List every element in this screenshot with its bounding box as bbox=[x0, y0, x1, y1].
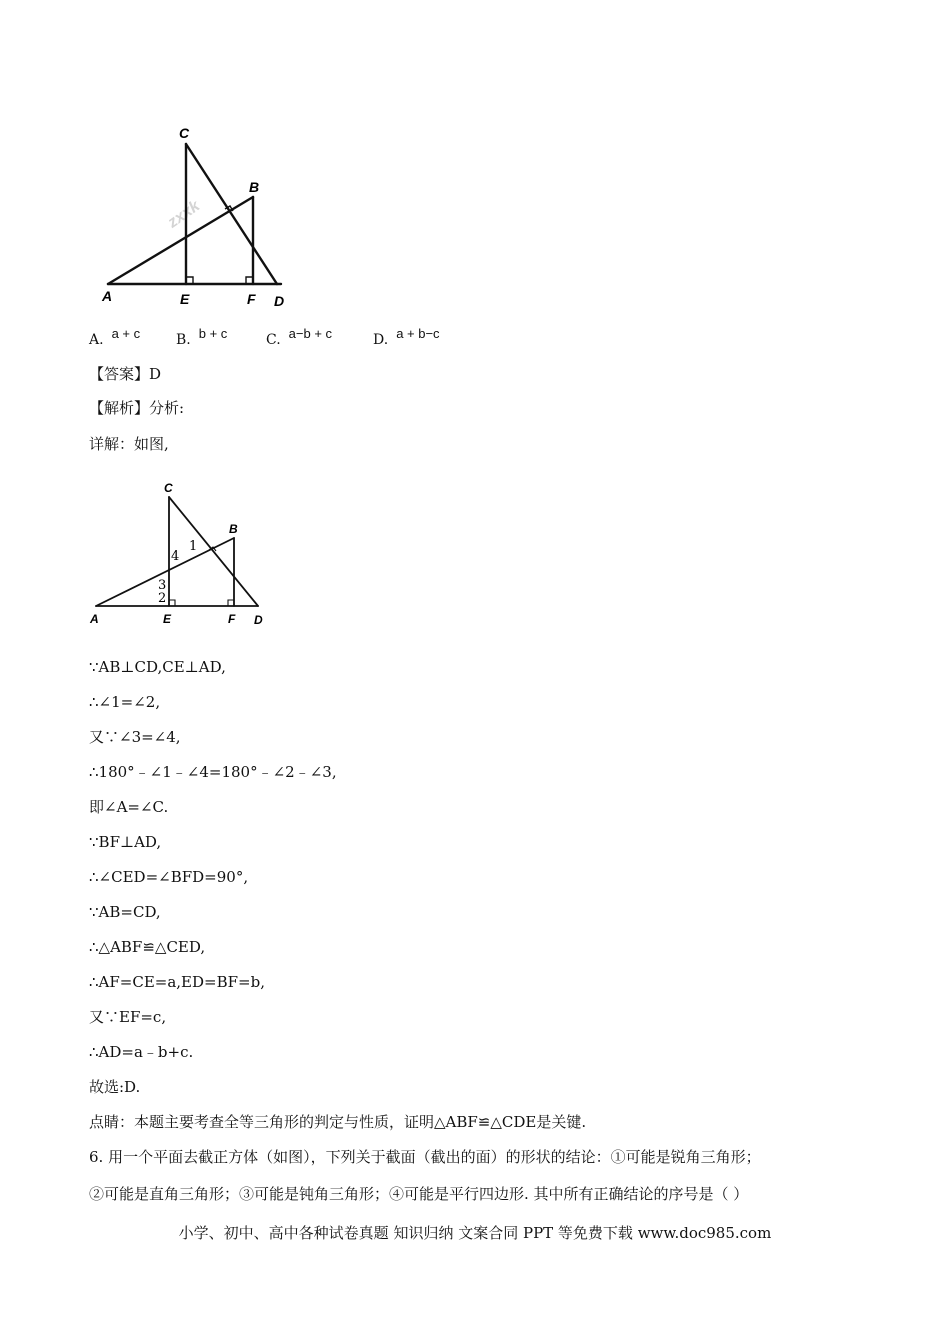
angle-label-1: 1 bbox=[189, 539, 198, 554]
fig1-label-b: B bbox=[249, 179, 260, 195]
page-footer: 小学、初中、高中各种试卷真题 知识归纳 文案合同 PPT 等免费下载 www.doc985.com bbox=[178, 1224, 772, 1242]
proof-line: ∴180°﹣∠1﹣∠4=180°﹣∠2﹣∠3, bbox=[89, 763, 337, 781]
proof-line: 又∵EF=c, bbox=[89, 1008, 167, 1026]
fig2-label-e: E bbox=[163, 612, 172, 626]
proof-line: ∴AF=CE=a,ED=BF=b, bbox=[89, 973, 265, 991]
proof-line: ∴△ABF≌△CED, bbox=[89, 938, 206, 956]
answer-line: 【答案】D bbox=[89, 365, 162, 383]
fig1-watermark: zxxk bbox=[164, 197, 203, 232]
proof-line: 故选:D. bbox=[89, 1078, 141, 1096]
proof-line: ∴∠CED=∠BFD=90°, bbox=[89, 868, 249, 886]
fig1-label-d: D bbox=[274, 293, 285, 309]
fig2-label-b: B bbox=[229, 522, 238, 536]
question-6-line-1: 6. 用一个平面去截正方体（如图），下列关于截面（截出的面）的形状的结论：①可能是锐角三角形； bbox=[89, 1148, 761, 1166]
fig1-label-a: A bbox=[102, 288, 113, 304]
answer-options bbox=[89, 326, 789, 352]
fig1-label-f: F bbox=[247, 291, 256, 307]
option-b: B. b + c bbox=[176, 326, 228, 348]
triangle-figure-2 bbox=[88, 478, 278, 628]
proof-line: ∴AD=a﹣b+c. bbox=[89, 1043, 194, 1061]
fig1-label-c: C bbox=[179, 125, 190, 141]
angle-label-2: 2 bbox=[158, 591, 167, 606]
option-d: D. a + b−c bbox=[373, 326, 440, 348]
proof-line: 又∵∠3=∠4, bbox=[89, 728, 181, 746]
fig2-label-a: A bbox=[90, 612, 99, 626]
angle-label-4: 4 bbox=[171, 549, 180, 564]
proof-line: ∴∠1=∠2, bbox=[89, 693, 161, 711]
fig2-label-d: D bbox=[254, 613, 263, 627]
proof-line: ∵AB⊥CD,CE⊥AD, bbox=[89, 658, 226, 676]
angle-label-3: 3 bbox=[158, 578, 167, 593]
triangle-figure-1 bbox=[98, 122, 298, 312]
question-6-line-2: ②可能是直角三角形；③可能是钝角三角形；④可能是平行四边形. 其中所有正确结论的序号是（ ） bbox=[89, 1185, 749, 1203]
fig2-label-c: C bbox=[164, 481, 173, 495]
fig2-label-f: F bbox=[228, 612, 236, 626]
detail-line: 详解：如图, bbox=[89, 435, 169, 453]
proof-line: ∵BF⊥AD, bbox=[89, 833, 162, 851]
analysis-line: 【解析】分析: bbox=[89, 399, 185, 417]
option-c: C. a−b + c bbox=[266, 326, 333, 348]
proof-line: ∵AB=CD, bbox=[89, 903, 161, 921]
option-a: A. a + c bbox=[89, 326, 141, 348]
proof-line: 即∠A=∠C. bbox=[89, 798, 169, 816]
fig1-label-e: E bbox=[180, 291, 190, 307]
key-point-line: 点睛：本题主要考查全等三角形的判定与性质，证明△ABF≌△CDE是关键. bbox=[89, 1113, 587, 1131]
